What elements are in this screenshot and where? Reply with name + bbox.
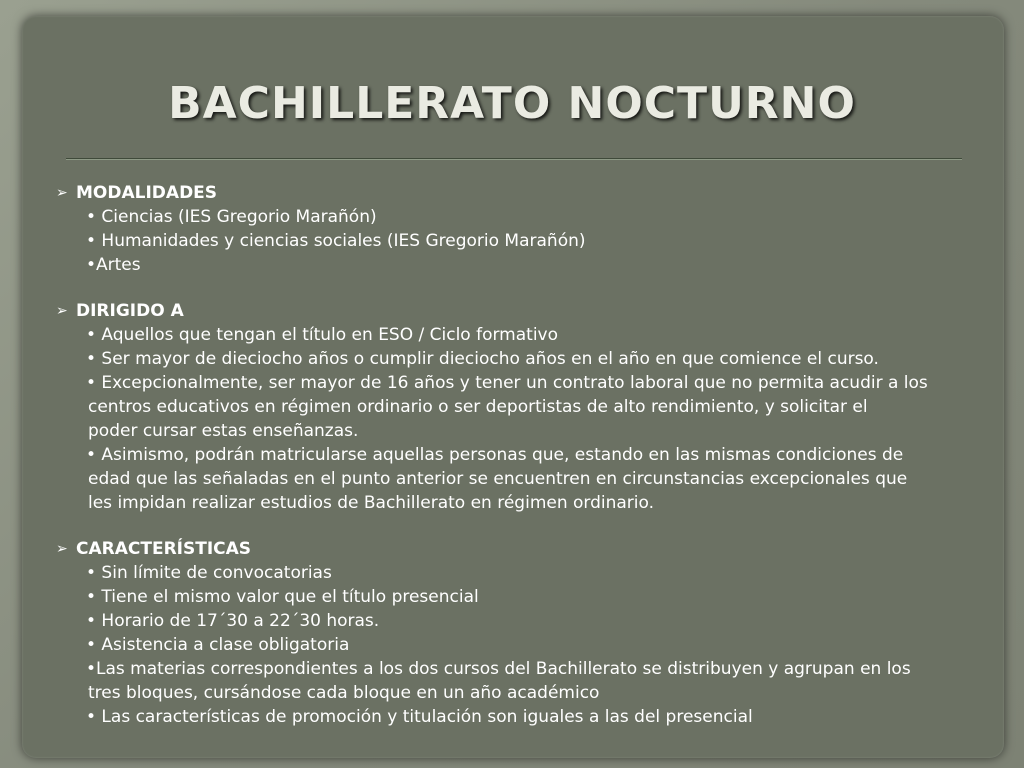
list-item-continuation: edad que las señaladas en el punto anterior se encuentren en circunstancias excepcionales que	[88, 469, 908, 489]
section-dirigido	[56, 299, 996, 515]
list-item: • Asistencia a clase obligatoria	[86, 635, 350, 655]
section-heading	[56, 299, 996, 323]
list-item: • Aquellos que tengan el título en ESO / Ciclo formativo	[86, 325, 559, 345]
list-item: • Ser mayor de dieciocho años o cumplir dieciocho años en el año en que comience el curso.	[86, 349, 879, 369]
section-modalidades	[56, 181, 996, 277]
list-item-continuation: tres bloques, cursándose cada bloque en un año académico	[88, 683, 600, 703]
list-item: • Excepcionalmente, ser mayor de 16 años y tener un contrato laboral que no permita acudir a los	[86, 373, 928, 393]
arrow-bullet-icon: ➢	[56, 541, 68, 557]
section-heading	[56, 537, 996, 561]
section-heading-label: DIRIGIDO A	[76, 301, 184, 321]
list-item-continuation: centros educativos en régimen ordinario o ser deportistas de alto rendimiento, y solicitar el	[88, 397, 868, 417]
list-item: • Tiene el mismo valor que el título presencial	[86, 587, 479, 607]
list-item-continuation: les impidan realizar estudios de Bachillerato en régimen ordinario.	[88, 493, 655, 513]
list-item: • Las características de promoción y titulación son iguales a las del presencial	[86, 707, 753, 727]
list-item: • Horario de 17´30 a 22´30 horas.	[86, 611, 380, 631]
section-caracteristicas	[56, 537, 996, 729]
slide-content	[56, 181, 996, 751]
section-heading-label: MODALIDADES	[76, 183, 218, 203]
arrow-bullet-icon: ➢	[56, 185, 68, 201]
list-item: • Sin límite de convocatorias	[86, 563, 332, 583]
list-item: •Artes	[86, 255, 141, 275]
section-heading	[56, 181, 996, 205]
list-item: •Las materias correspondientes a los dos cursos del Bachillerato se distribuyen y agrupan en los	[86, 659, 911, 679]
list-item: • Asimismo, podrán matricularse aquellas personas que, estando en las mismas condiciones de	[86, 445, 904, 465]
list-item-continuation: poder cursar estas enseñanzas.	[88, 421, 359, 441]
list-item: • Humanidades y ciencias sociales (IES Gregorio Marañón)	[86, 231, 586, 251]
list-item: • Ciencias (IES Gregorio Marañón)	[86, 207, 377, 227]
slide-title: BACHILLERATO NOCTURNO	[168, 78, 856, 129]
arrow-bullet-icon: ➢	[56, 303, 68, 319]
title-divider	[66, 158, 962, 160]
section-heading-label: CARACTERÍSTICAS	[76, 539, 252, 559]
